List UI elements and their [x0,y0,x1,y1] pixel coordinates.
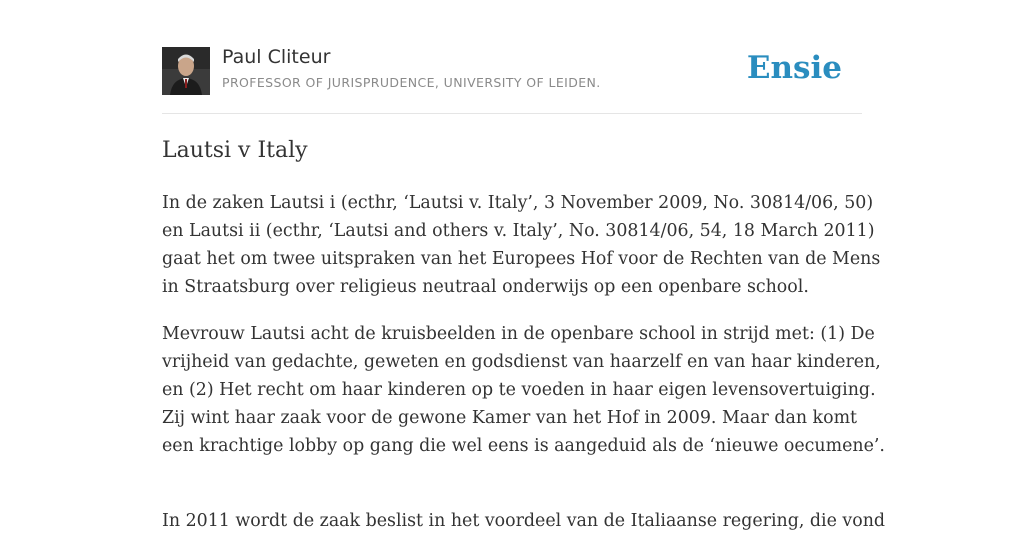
author-header [162,0,862,114]
text-line: en (2) Het recht om haar kinderen op te voeden in haar eigen levensovertuiging. [162,380,876,400]
article-title: Lautsi v Italy [162,138,308,163]
author-avatar[interactable] [162,47,210,95]
content-column [162,0,886,531]
author-title: PROFESSOR OF JURISPRUDENCE, UNIVERSITY OF LEIDEN. [222,75,601,90]
brand-logo[interactable]: Ensie [746,50,842,86]
author-name[interactable]: Paul Cliteur [222,46,331,68]
text-line: Zij wint haar zaak voor de gewone Kamer van het Hof in 2009. Maar dan komt [162,408,858,428]
text-line: een krachtige lobby op gang die wel eens is aangeduid als de ‘nieuwe oecumene’. [162,436,885,456]
text-line: in Straatsburg over religieus neutraal onderwijs op een openbare school. [162,277,809,297]
paragraph [162,320,885,460]
article-body [162,189,886,554]
text-line: In de zaken Lautsi i (ecthr, ‘Lautsi v. Italy’, 3 November 2009, No. 30814/06, 50) [162,193,874,213]
paragraph-spacer [162,479,872,507]
text-line: Mevrouw Lautsi acht de kruisbeelden in de openbare school in strijd met: (1) De [162,324,875,344]
text-line: gaat het om twee uitspraken van het Europees Hof voor de Rechten van de Mens [162,249,881,269]
paragraph [162,507,886,535]
text-line: en Lautsi ii (ecthr, ‘Lautsi and others v. Italy’, No. 30814/06, 54, 18 March 2011) [162,221,875,241]
text-line: In 2011 wordt de zaak beslist in het voordeel van de Italiaanse regering, die vond [162,511,886,531]
author-portrait-icon [162,47,210,95]
text-line: vrijheid van gedachte, geweten en godsdienst van haarzelf en van haar kinderen, [162,352,881,372]
paragraph [162,189,881,301]
